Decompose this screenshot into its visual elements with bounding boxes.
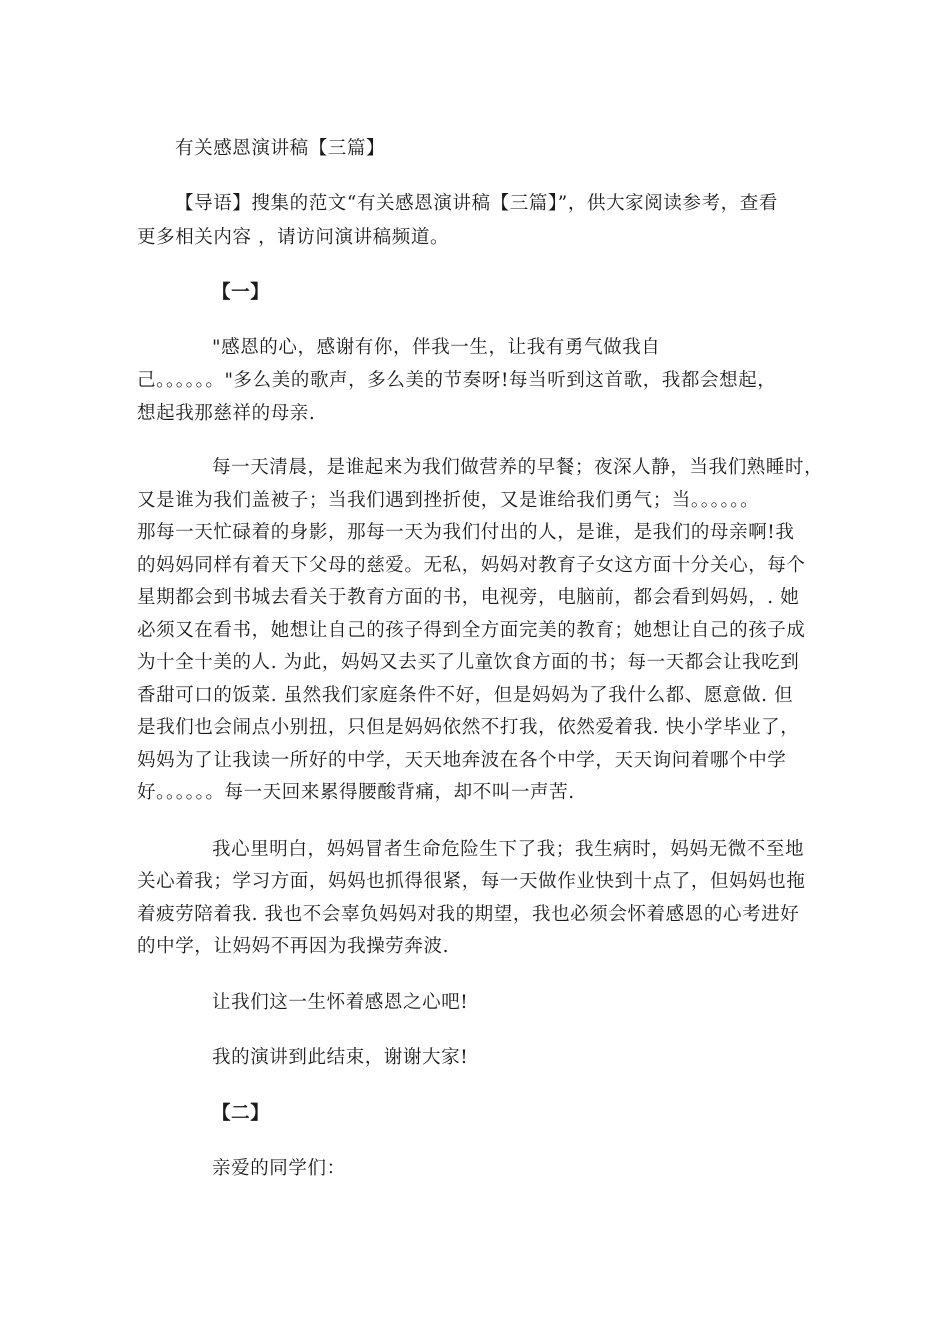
paragraph-2-line-9: 是我们也会闹点小别扭，只但是妈妈依然不打我，依然爱着我. 快小学毕业了， xyxy=(137,717,800,738)
intro-line-2: 更多相关内容 ，请访问演讲稿频道。 xyxy=(137,227,450,248)
paragraph-2-line-4: 的妈妈同样有着天下父母的慈爱。无私，妈妈对教育子女这方面十分关心，每个 xyxy=(137,555,806,576)
document-title: 有关感恩演讲稿【三篇】 xyxy=(175,138,386,159)
paragraph-2-line-5: 星期都会到书城去看关于教育方面的书，电视旁，电脑前，都会看到妈妈，. 她 xyxy=(137,587,800,608)
paragraph-2-line-2: 又是谁为我们盖被子；当我们遇到挫折使，又是谁给我们勇气；当。。。。。。 xyxy=(137,490,760,511)
paragraph-2-line-10: 妈妈为了让我读一所好的中学，天天地奔波在各个中学，天天询问着哪个中学 xyxy=(137,750,787,771)
paragraph-2-line-7: 为十全十美的人. 为此，妈妈又去买了儿童饮食方面的书；每一天都会让我吃到 xyxy=(137,652,800,673)
paragraph-3-line-1: 我心里明白，妈妈冒者生命危险生下了我；我生病时，妈妈无微不至地 xyxy=(212,839,805,860)
paragraph-5: 我的演讲到此结束，谢谢大家! xyxy=(212,1047,469,1068)
paragraph-3-line-4: 的中学，让妈妈不再因为我操劳奔波. xyxy=(137,936,450,957)
paragraph-3-line-3: 着疲劳陪着我. 我也不会辜负妈妈对我的期望，我也必须会怀着感恩的心考进好 xyxy=(137,904,800,925)
paragraph-2-line-11: 好。。。。。。每一天回来累得腰酸背痛，却不叫一声苦. xyxy=(137,782,575,803)
paragraph-1-line-3: 想起我那慈祥的母亲. xyxy=(137,403,316,424)
paragraph-6: 亲爱的同学们： xyxy=(212,1158,346,1179)
paragraph-2-line-6: 必须又在看书，她想让自己的孩子得到全方面完美的教育；她想让自己的孩子成 xyxy=(137,620,806,641)
paragraph-4: 让我们这一生怀着感恩之心吧! xyxy=(212,992,469,1013)
paragraph-2-line-8: 香甜可口的饭菜. 虽然我们家庭条件不好，但是妈妈为了我什么都、愿意做. 但 xyxy=(137,685,794,706)
paragraph-1-line-2: 己。。。。。。"多么美的歌声，多么美的节奏呀!每当听到这首歌，我都会想起， xyxy=(137,370,777,391)
section-1-heading: 【一】 xyxy=(212,282,270,303)
paragraph-2-line-3: 那每一天忙碌着的身影，那每一天为我们付出的人，是谁，是我们的母亲啊!我 xyxy=(137,522,795,543)
paragraph-1-line-1: "感恩的心，感谢有你，伴我一生，让我有勇气做我自 xyxy=(212,337,661,358)
section-2-heading: 【二】 xyxy=(212,1103,270,1124)
intro-line-1: 【导语】搜集的范文“有关感恩演讲稿【三篇】”，供大家阅读参考，查看 xyxy=(175,193,778,214)
paragraph-3-line-2: 关心着我；学习方面，妈妈也抓得很紧，每一天做作业快到十点了，但妈妈也拖 xyxy=(137,871,806,892)
paragraph-2-line-1: 每一天清晨，是谁起来为我们做营养的早餐；夜深人静，当我们熟睡时， xyxy=(212,457,824,478)
